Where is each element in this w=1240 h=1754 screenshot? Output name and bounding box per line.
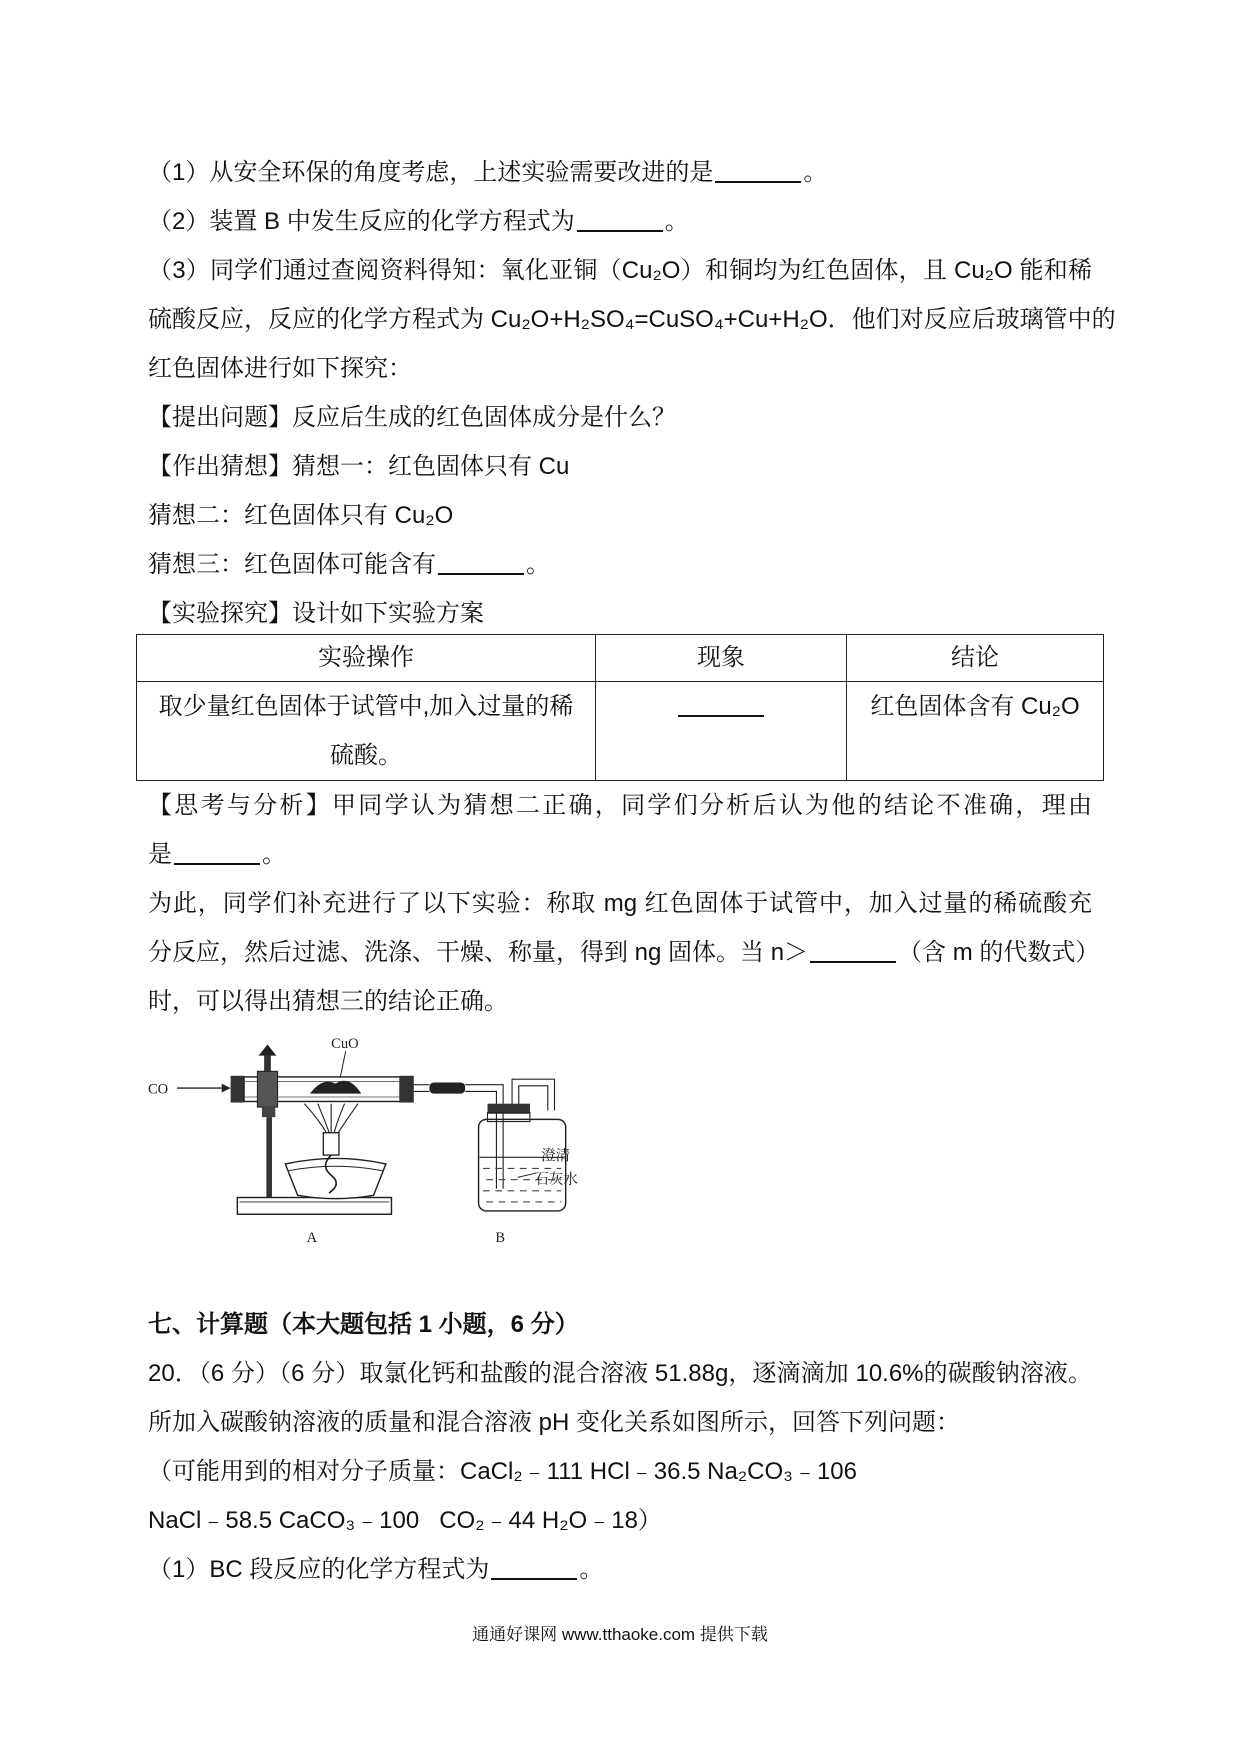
q19-part2-end: 。 bbox=[664, 208, 689, 235]
q19-guess3-end: 。 bbox=[526, 551, 550, 578]
answer-blank bbox=[810, 939, 896, 963]
flame-icon bbox=[304, 1104, 358, 1135]
cuo-leader-line bbox=[340, 1051, 346, 1078]
rubber-tube bbox=[429, 1082, 465, 1093]
limewater-label-1: 澄清 bbox=[541, 1148, 571, 1165]
cuo-powder bbox=[310, 1081, 361, 1094]
q19-part3-line1: （3）同学们通过查阅资料得知：氧化亚铜（Cu₂O）和铜均为红色固体，且 Cu₂O 能和稀 bbox=[148, 257, 1092, 284]
q20-line3: （可能用到的相对分子质量：CaCl₂﹣111 HCl﹣36.5 Na₂CO₃﹣106 bbox=[148, 1458, 857, 1485]
q19-experiment-intro: 【实验探究】设计如下实验方案 bbox=[148, 600, 484, 627]
q19-question: 【提出问题】反应后生成的红色固体成分是什么？ bbox=[148, 404, 676, 431]
supplement-line3: 时，可以得出猜想三的结论正确。 bbox=[148, 988, 508, 1015]
answer-blank bbox=[438, 551, 524, 575]
q19-guess2: 猜想二：红色固体只有 Cu₂O bbox=[148, 502, 454, 529]
cell-conclusion bbox=[847, 682, 1104, 781]
q19-guess1: 【作出猜想】猜想一：红色固体只有 Cu bbox=[148, 453, 570, 480]
apparatus-figure bbox=[140, 1030, 615, 1250]
analysis-line2 bbox=[148, 830, 1092, 879]
q19-part1-end: 。 bbox=[803, 159, 828, 186]
cell-operation-line1: 取少量红色固体于试管中,加入过量的稀 bbox=[158, 693, 574, 720]
cell-conclusion-text: 红色固体含有 Cu₂O bbox=[870, 693, 1080, 720]
q19-block-analysis bbox=[148, 781, 1100, 1026]
q20-sub1-text: （1）BC 段反应的化学方程式为 bbox=[148, 1556, 490, 1583]
q19-guess3-text: 猜想三：红色固体可能含有 bbox=[148, 551, 436, 578]
cell-operation-line2: 硫酸。 bbox=[330, 742, 402, 769]
supplement-line1: 为此，同学们补充进行了以下实验：称取 mg 红色固体于试管中，加入过量的稀硫酸充 bbox=[148, 890, 1092, 917]
q20-sub1 bbox=[148, 1545, 1092, 1594]
answer-blank bbox=[577, 208, 663, 232]
stand-base bbox=[237, 1198, 391, 1215]
analysis-line1: 【思考与分析】甲同学认为猜想二正确，同学们分析后认为他的结论不准确，理由 bbox=[148, 792, 1092, 819]
gas-arrow-head bbox=[222, 1084, 231, 1093]
inlet-tube-outer bbox=[465, 1085, 503, 1189]
supplement-line2 bbox=[148, 928, 1100, 977]
clamp-screw bbox=[264, 1055, 271, 1072]
q20-line4: NaCl﹣58.5 CaCO₃﹣100 CO₂﹣44 H₂O﹣18） bbox=[148, 1507, 662, 1534]
alcohol-lamp-body bbox=[285, 1158, 386, 1198]
apparatus-b-label: B bbox=[495, 1230, 505, 1247]
bottle-neck bbox=[488, 1113, 530, 1122]
answer-blank bbox=[491, 1556, 577, 1580]
q19-block-top bbox=[148, 148, 1116, 638]
analysis-line2-end: 。 bbox=[262, 841, 286, 868]
q20-line1: 20．（6 分）（6 分）取氯化钙和盐酸的混合溶液 51.88g，逐滴滴加 10.6%的碳酸钠溶液。 bbox=[148, 1360, 1092, 1387]
answer-blank bbox=[715, 159, 801, 183]
left-stopper bbox=[231, 1076, 244, 1103]
q19-guess3 bbox=[148, 540, 1092, 589]
cell-operation bbox=[137, 682, 596, 781]
supplement-line2-text: 分反应，然后过滤、洗涤、干燥、称量，得到 ng 固体。当 n＞ bbox=[148, 939, 809, 966]
table-row bbox=[137, 682, 1104, 781]
clamp-boss bbox=[262, 1106, 275, 1117]
gas-bottle bbox=[479, 1119, 566, 1211]
q20-block bbox=[148, 1300, 1092, 1594]
lamp-wick-holder bbox=[323, 1133, 339, 1155]
q20-sub1-end: 。 bbox=[579, 1556, 604, 1583]
answer-blank bbox=[678, 693, 764, 717]
q19-part3-line2: 硫酸反应，反应的化学方程式为 Cu₂O+H₂SO₄=CuSO₄+Cu+H₂O．他们对反应后玻璃管中的 bbox=[148, 306, 1116, 333]
q20-line2: 所加入碳酸钠溶液的质量和混合溶液 pH 变化关系如图所示，回答下列问题： bbox=[148, 1409, 961, 1436]
page-footer: 通通好课网 www.tthaoke.com 提供下载 bbox=[472, 1625, 768, 1644]
q19-part1 bbox=[148, 148, 1092, 197]
section-title: 七、计算题（本大题包括 1 小题，6 分） bbox=[148, 1311, 579, 1338]
stand-rod bbox=[266, 1117, 272, 1197]
answer-blank bbox=[174, 841, 260, 865]
tube-clamp bbox=[257, 1071, 277, 1107]
supplement-line2-end: （含 m 的代数式） bbox=[898, 939, 1100, 966]
q19-part2-text: （2）装置 B 中发生反应的化学方程式为 bbox=[148, 208, 575, 235]
cell-phenomenon bbox=[596, 682, 847, 781]
q19-part1-text: （1）从安全环保的角度考虑，上述实验需要改进的是 bbox=[148, 159, 714, 186]
right-stopper bbox=[399, 1076, 414, 1103]
experiment-table bbox=[136, 634, 1104, 781]
header-conclusion: 结论 bbox=[847, 635, 1104, 682]
header-phenomenon: 现象 bbox=[596, 635, 847, 682]
limewater-label-2: 石灰水 bbox=[534, 1172, 578, 1189]
cuo-label: CuO bbox=[331, 1035, 359, 1052]
q19-part3-line3: 红色固体进行如下探究： bbox=[148, 355, 412, 382]
header-operation: 实验操作 bbox=[137, 635, 596, 682]
co-label: CO bbox=[148, 1081, 169, 1098]
analysis-line2-text: 是 bbox=[148, 841, 172, 868]
apparatus-a-label: A bbox=[306, 1230, 318, 1247]
q19-part2 bbox=[148, 197, 1092, 246]
clamp-knob bbox=[259, 1045, 277, 1056]
table-header-row bbox=[137, 635, 1104, 682]
